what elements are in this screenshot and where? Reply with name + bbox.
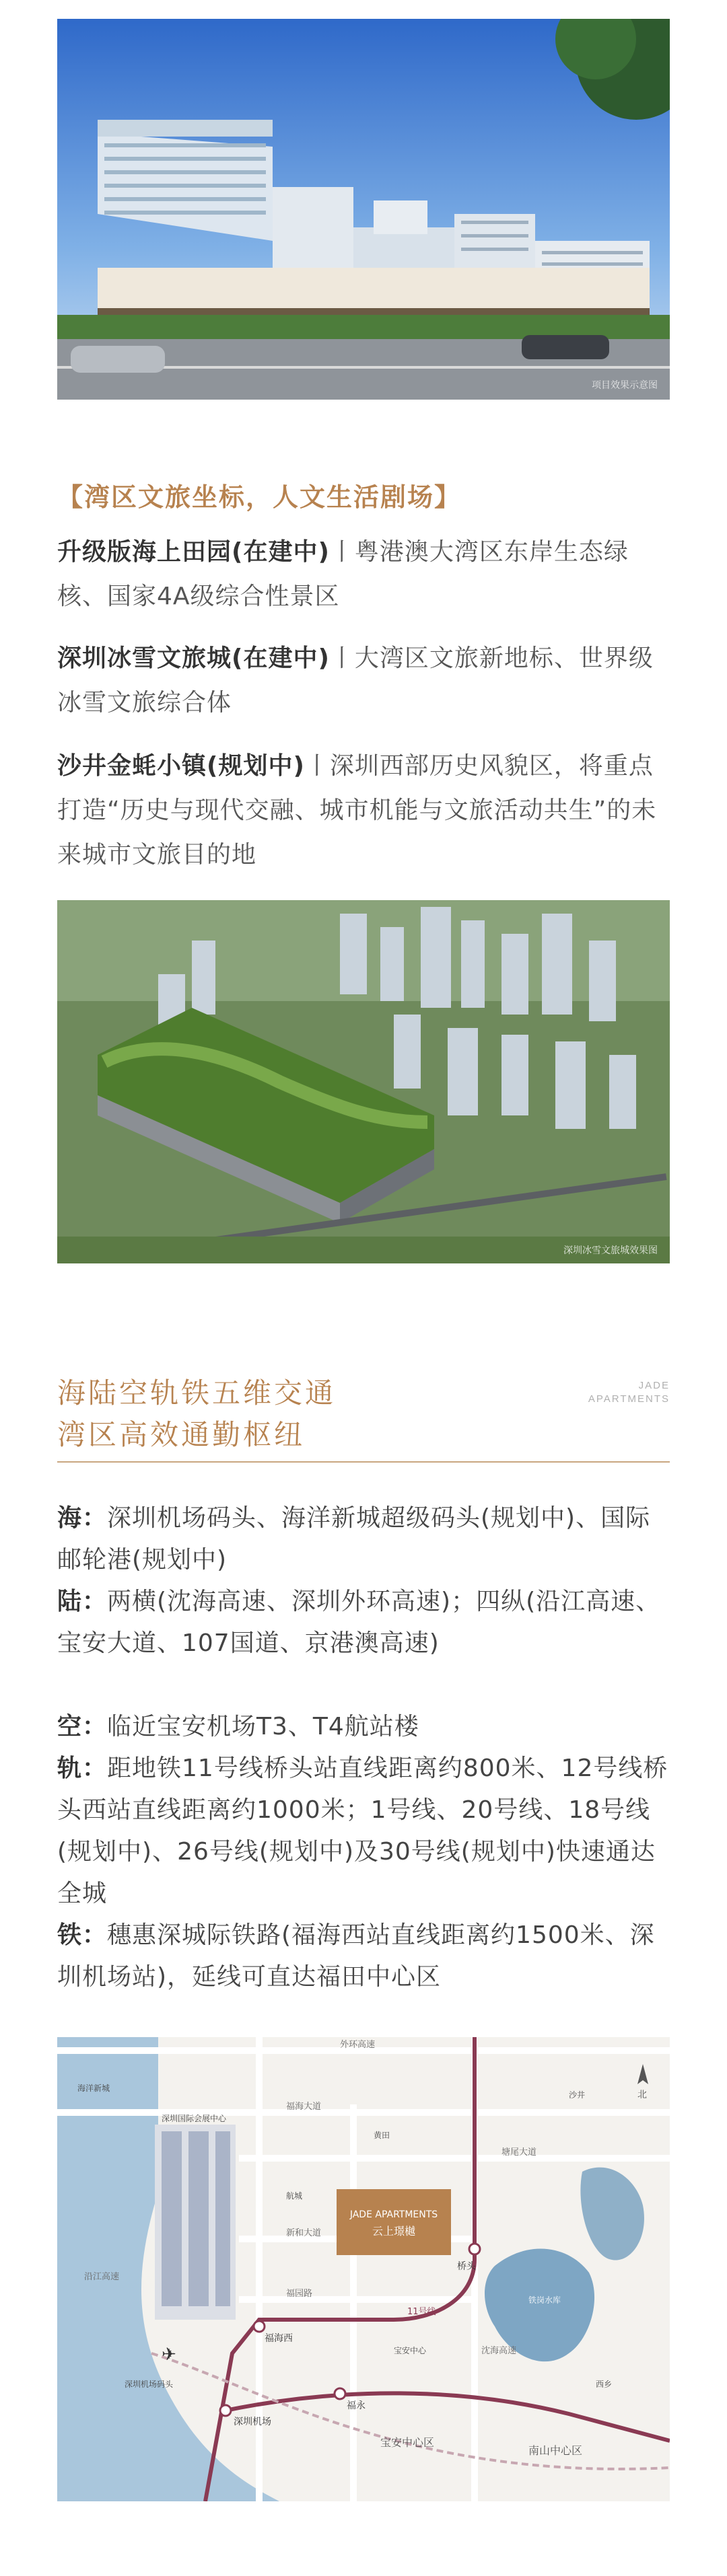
attraction-desc: 丨深圳西部历史风貌区，将重点打造“历史与现代交融、城市机能与文旅活动共生”的未来城市文旅目的地 xyxy=(57,752,657,869)
attraction-item xyxy=(57,744,671,877)
project-label: JADE APARTMENTS xyxy=(349,2209,438,2220)
attraction-desc: 丨粤港澳大湾区东岸生态绿核、国家4A级综合性景区 xyxy=(57,538,629,610)
transport-text: 穗惠深城际铁路(福海西站直线距离约1500米、深圳机场站)，延线可直达福田中心区 xyxy=(57,1921,655,1991)
station-label: 深圳机场 xyxy=(234,2417,271,2427)
transport-text: 深圳机场码头、海洋新城超级码头(规划中)、国际邮轮港(规划中) xyxy=(57,1504,651,1574)
attraction-title: 沙井金蚝小镇(规划中) xyxy=(57,752,305,780)
area-label: 沙井 xyxy=(569,2090,586,2100)
brand-line1: JADE xyxy=(638,1380,670,1391)
area-label: 海洋新城 xyxy=(77,2084,110,2093)
transport-label: 陆： xyxy=(57,1588,108,1615)
transport-label: 海： xyxy=(57,1504,108,1532)
road-label: 沈海高速 xyxy=(481,2346,517,2356)
transport-item-sea xyxy=(57,1498,671,1581)
attraction-title: 深圳冰雪文旅城(在建中) xyxy=(57,645,330,672)
area-label: 西乡 xyxy=(596,2380,613,2389)
road-label: 新和大道 xyxy=(286,2228,322,2238)
transport-label: 铁： xyxy=(57,1921,108,1949)
section-heading: 【湾区文旅坐标，人文生活剧场】 xyxy=(57,482,462,512)
project-marker xyxy=(337,2189,451,2255)
brand-mark xyxy=(572,1379,670,1406)
road-label: 福园路 xyxy=(286,2289,313,2299)
section-title-line2: 湾区高效通勤枢纽 xyxy=(57,1418,306,1451)
area-label: 深圳机场码头 xyxy=(125,2380,174,2389)
transport-item-land xyxy=(57,1581,671,1664)
section-title-line1: 海陆空轨铁五维交通 xyxy=(57,1376,337,1409)
attraction-desc: 丨大湾区文旅新地标、世界级冰雪文旅综合体 xyxy=(57,645,654,716)
lake xyxy=(485,2249,594,2362)
road-label: 福海大道 xyxy=(286,2102,322,2112)
divider-line xyxy=(57,1461,670,1463)
transport-text: 两横(沈海高速、深圳外环高速)；四纵(沿江高速、宝安大道、107国道、京港澳高速) xyxy=(57,1588,661,1657)
transport-text: 临近宝安机场T3、T4航站楼 xyxy=(107,1713,419,1740)
transport-label: 空： xyxy=(57,1713,108,1740)
transport-item-air xyxy=(57,1706,671,1748)
transport-item-railway xyxy=(57,1915,671,1998)
area-label: 航城 xyxy=(286,2191,303,2201)
metro-label: 11号线 xyxy=(407,2307,436,2317)
image-watermark: 项目效果示意图 xyxy=(592,380,658,391)
location-map xyxy=(57,2037,670,2501)
compass-icon xyxy=(637,2064,648,2100)
project-sub-label: 云上璟樾 xyxy=(372,2225,416,2238)
road-label: 外环高速 xyxy=(340,2040,376,2050)
brand-line2: APARTMENTS xyxy=(588,1393,670,1405)
transport-text: 距地铁11号线桥头站直线距离约800米、12号线桥头西站直线距离约1000米；1号线、20号线、18号线(规划中)、26号线(规划中)及30号线(规划中)快速通达全城 xyxy=(57,1755,668,1907)
area-label: 黄田 xyxy=(374,2131,390,2140)
area-label: 铁岗水库 xyxy=(528,2295,561,2305)
svg-text:北: 北 xyxy=(637,2090,647,2100)
attraction-title: 升级版海上田园(在建中) xyxy=(57,538,330,566)
transport-label: 轨： xyxy=(57,1755,108,1782)
station-label: 福海西 xyxy=(265,2333,293,2344)
area-label: 深圳国际会展中心 xyxy=(162,2114,227,2123)
road-label: 塘尾大道 xyxy=(501,2147,537,2158)
building-render-image xyxy=(57,19,670,400)
district-label: 南山中心区 xyxy=(528,2444,583,2457)
road-label: 沿江高速 xyxy=(84,2272,120,2282)
attraction-item xyxy=(57,636,671,725)
district-label: 宝安中心区 xyxy=(380,2436,435,2449)
area-label: 宝安中心 xyxy=(394,2346,427,2355)
metro-line-11 xyxy=(205,2037,475,2501)
station-label: 福永 xyxy=(347,2400,366,2411)
aerial-render-image xyxy=(57,900,670,1263)
attraction-item xyxy=(57,530,671,619)
station-label: 桥头 xyxy=(457,2261,476,2272)
airplane-icon: ✈ xyxy=(162,2345,176,2365)
transport-item-metro xyxy=(57,1748,671,1915)
image-watermark: 深圳冰雪文旅城效果图 xyxy=(563,1245,658,1256)
